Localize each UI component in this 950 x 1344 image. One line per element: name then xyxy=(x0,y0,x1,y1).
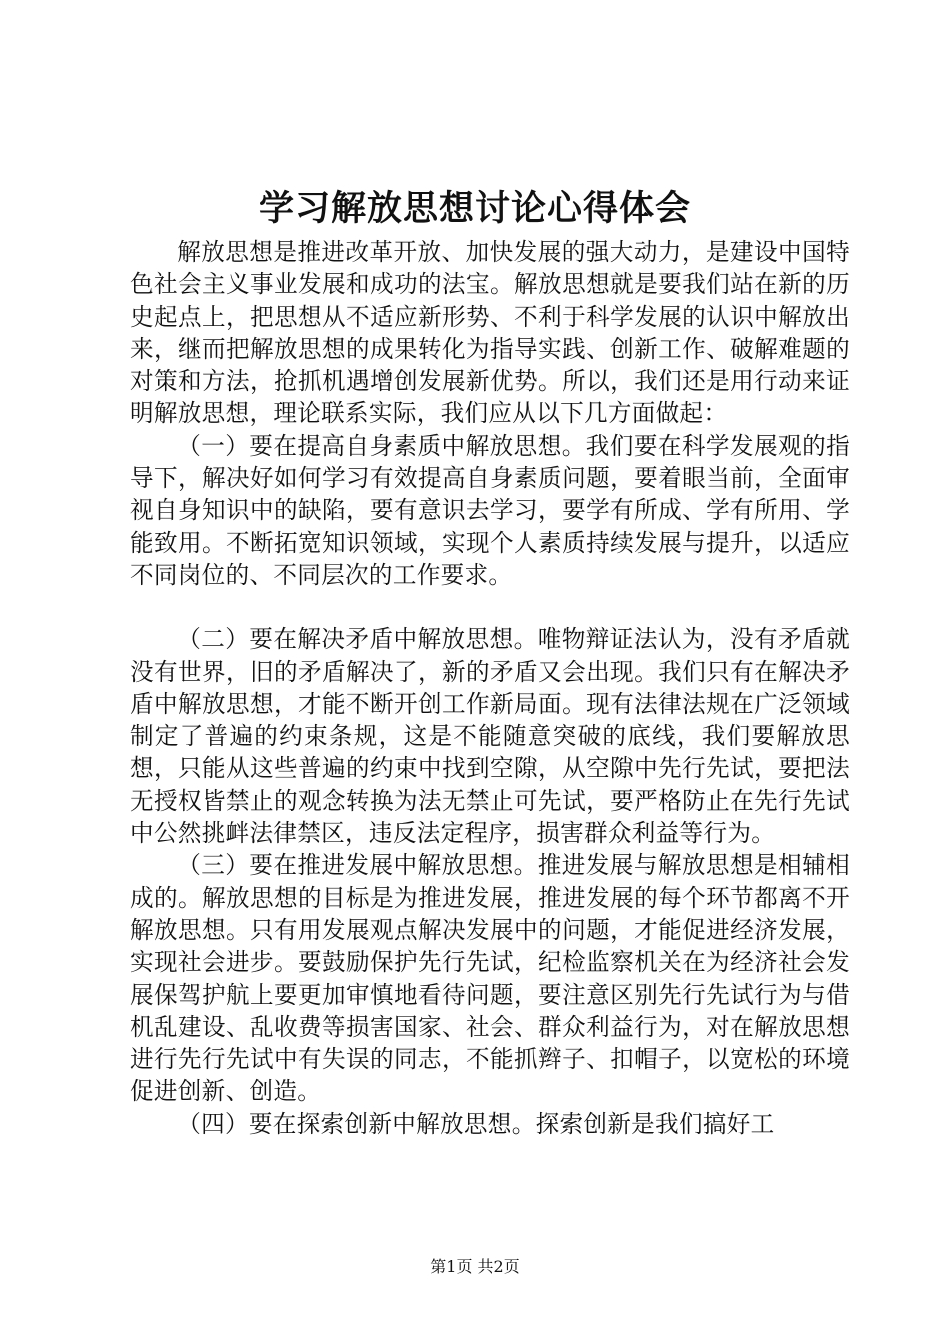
document-title: 学习解放思想讨论心得体会 xyxy=(258,188,691,229)
section-3-paragraph: （三）要在推进发展中解放思想。推进发展与解放思想是相辅相成的。解放思想的目标是为推进发展，推进发展的每个环节都离不开解放思想。只有用发展观点解决发展中的问题，才能促进经济发展，实现社会进步。要鼓励保护先行先试，纪检监察机关在为经济社会发展保驾护航上要更加审慎地看待问题，要注意区别先行先试行为与借机乱建设、乱收费等损害国家、社会、群众利益行为，对在解放思想进行先行先试中有失误的同志，不能抓辫子、扣帽子，以宽松的环境促进创新、创造。 xyxy=(130,851,850,1106)
page-number-footer: 第1页 共2页 xyxy=(430,1257,520,1276)
document-body xyxy=(130,236,850,1140)
section-2-paragraph: （二）要在解决矛盾中解放思想。唯物辩证法认为，没有矛盾就没有世界，旧的矛盾解决了，新的矛盾又会出现。我们只有在解决矛盾中解放思想，才能不断开创工作新局面。现有法律法规在广泛领域制定了普遍的约束条规，这是不能随意突破的底线，我们要解放思想，只能从这些普遍的约束中找到空隙，从空隙中先行先试，要把法无授权皆禁止的观念转换为法无禁止可先试，要严格防止在先行先试中公然挑衅法律禁区，违反法定程序，损害群众利益等行为。 xyxy=(130,625,850,848)
section-4-paragraph: （四）要在探索创新中解放思想。探索创新是我们搞好工 xyxy=(177,1109,775,1138)
intro-paragraph: 解放思想是推进改革开放、加快发展的强大动力，是建设中国特色社会主义事业发展和成功的法宝。解放思想就是要我们站在新的历史起点上，把思想从不适应新形势、不利于科学发展的认识中解放出来，继而把解放思想的成果转化为指导实践、创新工作、破解难题的对策和方法，抢抓机遇增创发展新优势。所以，我们还是用行动来证明解放思想，理论联系实际，我们应从以下几方面做起： xyxy=(130,238,850,428)
section-1-paragraph: （一）要在提高自身素质中解放思想。我们要在科学发展观的指导下，解决好如何学习有效提高自身素质问题，要着眼当前，全面审视自身知识中的缺陷，要有意识去学习，要学有所成、学有所用、学能致用。不断拓宽知识领域，实现个人素质持续发展与提升，以适应不同岗位的、不同层次的工作要求。 xyxy=(130,431,850,589)
